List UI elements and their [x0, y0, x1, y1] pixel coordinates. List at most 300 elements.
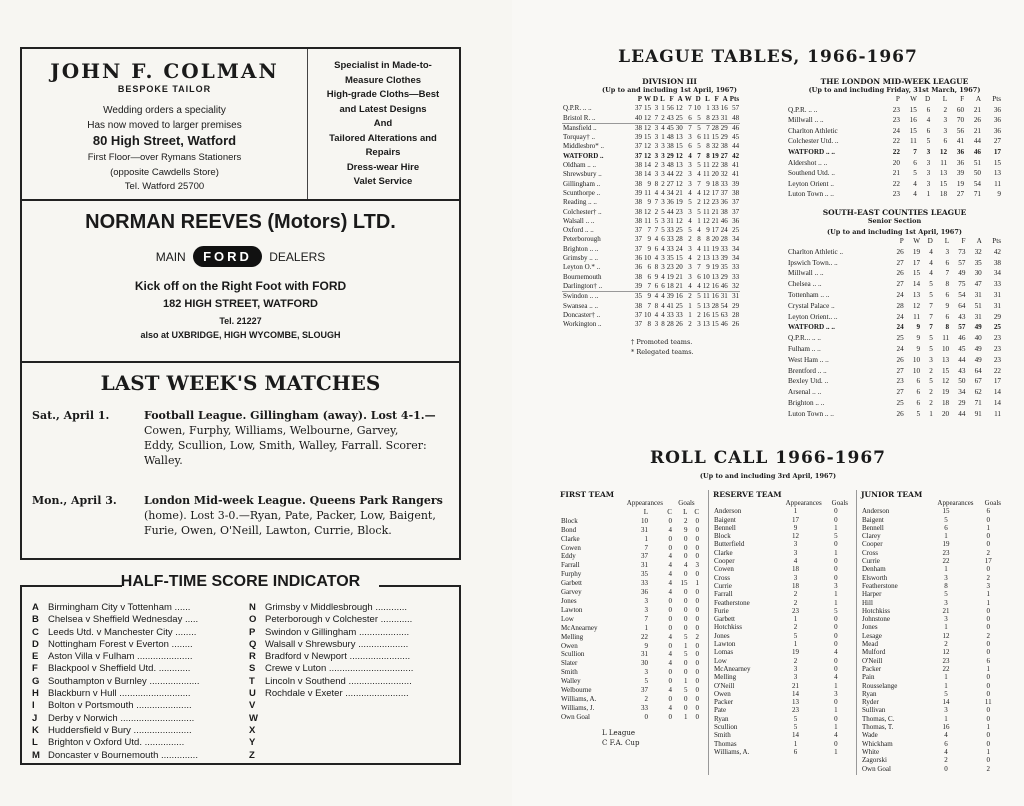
junior-cell: 0 — [986, 565, 991, 574]
div3-cell: 11 — [702, 207, 710, 216]
first-header-row — [560, 499, 700, 508]
southeast-team: Luton Town .. .. — [788, 409, 834, 418]
junior-header-row — [861, 499, 1002, 507]
div3-cell: 16 — [702, 310, 710, 319]
midweek-cell: 71 — [973, 190, 982, 199]
junior-row — [861, 648, 1002, 656]
first-cell: 0 — [668, 694, 672, 703]
first-header-goals: Goals — [678, 499, 695, 507]
div3-cell: 3 — [688, 133, 692, 142]
colman-service-9: Valet Service — [353, 176, 413, 187]
reserve-cell: 0 — [834, 656, 838, 665]
southeast-cell: 8 — [945, 280, 950, 289]
midweek-cell: 27 — [956, 190, 965, 199]
first-row — [560, 686, 700, 695]
midweek-header-cell: F — [960, 95, 965, 103]
div3-cell: 28 — [666, 320, 674, 329]
junior-player: Own Goal — [862, 764, 891, 773]
midweek-team: WATFORD .. .. — [788, 147, 835, 156]
div3-cell: 20 — [711, 235, 719, 244]
div3-cell: 15 — [644, 133, 651, 142]
southeast-cell: 50 — [958, 377, 966, 386]
div3-cell: 15 — [711, 310, 719, 319]
div3-cell: 41 — [666, 301, 674, 310]
div3-team: Gillingham .. — [563, 179, 601, 188]
midweek-cell: 21 — [892, 169, 900, 178]
midweek-cell: 6 — [926, 105, 931, 114]
southeast-row — [787, 398, 1002, 409]
southeast-cell: 24 — [896, 323, 904, 332]
reserve-cell: 2 — [793, 656, 798, 665]
div3-cell: 2 — [697, 310, 701, 319]
first-player: Bond — [561, 525, 577, 534]
div3-cell: 12 — [675, 216, 683, 225]
div3-cell: 5 — [654, 216, 659, 225]
div3-cell: 11 — [702, 161, 710, 170]
div3-cell: 1 — [688, 310, 692, 319]
junior-row — [861, 549, 1002, 557]
reserve-row — [713, 682, 849, 690]
reserve-cell: 0 — [834, 615, 838, 624]
junior-cell: 2 — [986, 548, 991, 557]
reserve-cell: 2 — [793, 590, 798, 599]
first-cell: 0 — [668, 543, 672, 552]
southeast-cell: 5 — [929, 377, 933, 386]
div3-cell: 28 — [711, 301, 719, 310]
first-cell: 1 — [695, 579, 699, 588]
div3-cell: 26 — [732, 320, 740, 329]
midweek-cell: 23 — [892, 190, 900, 199]
halftime-letter: T — [249, 675, 255, 687]
match-1-line-1: Football League. Gillingham (away). Lost 4-1.— — [144, 409, 436, 422]
reserve-row — [713, 532, 849, 540]
southeast-cell: 7 — [929, 323, 933, 332]
midweek-cell: 6 — [926, 126, 931, 135]
div3-row — [562, 273, 740, 282]
div3-cell: 63 — [720, 310, 728, 319]
midweek-team: Q.P.R. .. .. — [788, 105, 818, 114]
div3-cell: 3 — [688, 272, 692, 281]
halftime-letter: L — [32, 737, 38, 749]
southeast-cell: 44 — [958, 409, 966, 418]
halftime-letter: W — [249, 712, 258, 724]
junior-player: Cross — [862, 548, 878, 557]
reserve-player: O'Neill — [714, 681, 735, 690]
div3-cell: 6 — [654, 244, 659, 253]
junior-cell: 0 — [986, 623, 991, 632]
div3-section — [562, 77, 777, 357]
first-cell: 5 — [644, 677, 649, 686]
reserve-cell: 13 — [791, 698, 799, 707]
first-cell: 0 — [695, 570, 699, 579]
div3-cell: 1 — [706, 104, 710, 113]
junior-cell: 3 — [944, 706, 948, 715]
div3-cell: 33 — [666, 244, 674, 253]
first-cell: 0 — [668, 516, 672, 525]
halftime-fixture: Swindon v Gillingham ................... — [265, 626, 410, 638]
div3-cell: 2 — [688, 235, 692, 244]
first-row — [560, 659, 700, 668]
southeast-cell: 5 — [916, 409, 921, 418]
junior-cell: 0 — [986, 756, 991, 765]
southeast-cell: 32 — [974, 247, 982, 256]
halftime-left-column — [32, 602, 247, 762]
first-cell: 1 — [683, 677, 688, 686]
junior-player: Thomas, C. — [862, 714, 895, 723]
div3-cell: 3 — [688, 244, 692, 253]
junior-row — [861, 715, 1002, 723]
first-player: McAnearney — [561, 623, 598, 632]
southeast-team: Q.P.R... .. .. — [788, 334, 821, 343]
first-cell: 0 — [683, 552, 688, 561]
reserve-player: Cooper — [714, 557, 735, 566]
midweek-cell: 11 — [940, 158, 948, 167]
div3-cell: 7 — [697, 151, 701, 160]
southeast-cell: 12 — [941, 377, 950, 386]
div3-cell: 48 — [732, 113, 740, 122]
midweek-cell: 36 — [993, 126, 1001, 135]
div3-cell: 12 — [702, 198, 710, 207]
midweek-cell: 3 — [943, 126, 948, 135]
div3-cell: 37 — [635, 151, 642, 160]
div3-cell: 37 — [635, 104, 642, 113]
southeast-cell: 24 — [896, 312, 904, 321]
southeast-cell: 14 — [993, 398, 1001, 407]
first-row — [560, 650, 700, 659]
div3-note-relegated: * Relegated teams. — [631, 348, 694, 357]
div3-cell: 7 — [654, 198, 659, 207]
match-1-line-3: Eddy, Scullion, Low, Smith, Walley, Farrall. Scorer: — [144, 439, 427, 452]
junior-player: Packer — [862, 664, 882, 673]
midweek-cell: 2 — [943, 105, 948, 114]
halftime-title-rule-left — [22, 585, 122, 587]
div3-cell: 36 — [732, 216, 740, 225]
div3-cell: 2 — [661, 113, 665, 122]
div3-cell: 37 — [635, 226, 642, 235]
reserve-player: Farrall — [714, 590, 733, 599]
reserve-player: Packer — [714, 698, 734, 707]
southeast-team: Brentford .. .. — [788, 366, 827, 375]
div3-cell: 6 — [647, 263, 651, 272]
junior-cell: 3 — [944, 598, 948, 607]
div3-cell: 36 — [635, 254, 642, 263]
halftime-letter: O — [249, 614, 257, 626]
div3-cell: 34 — [732, 235, 740, 244]
div3-team: Colchester† .. — [563, 207, 602, 216]
junior-cell: 1 — [986, 598, 991, 607]
halftime-fixture: Doncaster v Bournemouth .............. — [48, 749, 198, 761]
first-cell: 4 — [668, 552, 672, 561]
div3-team: Oldham .. .. — [563, 161, 597, 170]
first-cell: 9 — [644, 641, 649, 650]
div3-cell: 7 — [647, 301, 651, 310]
junior-cell: 6 — [944, 739, 948, 748]
div3-team: Swansea .. .. — [563, 301, 598, 310]
halftime-row — [32, 651, 247, 663]
div3-cell: 21 — [675, 188, 683, 197]
southeast-cell: 3 — [945, 247, 950, 256]
junior-team-table — [861, 499, 1002, 773]
junior-cell: 5 — [944, 689, 948, 698]
reserve-cell: 9 — [793, 523, 798, 532]
southeast-row — [787, 268, 1002, 279]
div3-cell: 12 — [702, 281, 710, 290]
southeast-team: WATFORD .. .. — [788, 323, 835, 332]
div3-cell: 37 — [732, 198, 740, 207]
southeast-cell: 4 — [929, 269, 933, 278]
halftime-row — [249, 676, 454, 688]
div3-cell: 6 — [688, 113, 692, 122]
div3-team: WATFORD .. — [563, 151, 604, 160]
div3-header-cell: F — [714, 95, 719, 103]
div3-cell: 4 — [688, 216, 692, 225]
div3-row — [562, 208, 740, 217]
div3-cell: 10 — [702, 272, 710, 281]
div3-cell: 3 — [652, 123, 659, 133]
reserve-cell: 0 — [834, 664, 838, 673]
div3-cell: 23 — [711, 198, 719, 207]
midweek-cell: 24 — [892, 126, 900, 135]
div3-cell: 15 — [675, 142, 683, 151]
first-subheader-cell: L — [643, 507, 649, 516]
div3-cell: 12 — [644, 142, 651, 151]
div3-cell: 4 — [661, 244, 665, 253]
first-cell: 36 — [641, 588, 649, 597]
reserve-cell: 0 — [834, 540, 838, 549]
first-cell: 0 — [695, 659, 699, 668]
div3-cell: 11 — [702, 133, 710, 142]
junior-cell: 1 — [944, 673, 948, 682]
junior-cell: 0 — [986, 540, 991, 549]
div3-cell: 3 — [654, 133, 659, 142]
div3-note-promoted: † Promoted teams. — [631, 338, 693, 347]
halftime-fixture: Grimsby v Middlesbrough ............ — [265, 602, 408, 613]
first-cell: 22 — [641, 632, 649, 641]
div3-cell: 18 — [666, 281, 674, 290]
div3-cell: 45 — [666, 123, 674, 132]
div3-cell: 1 — [697, 216, 701, 225]
div3-row — [562, 114, 740, 124]
junior-cell: 0 — [986, 714, 991, 723]
first-player: Williams, A. — [561, 694, 597, 703]
div3-cell: 3 — [688, 170, 692, 179]
div3-cell: 5 — [697, 113, 701, 122]
div3-cell: 5 — [697, 207, 701, 216]
div3-row — [562, 198, 740, 207]
first-cell: 33 — [641, 579, 649, 588]
reserve-player: Anderson — [714, 507, 742, 516]
junior-cell: 2 — [986, 631, 991, 640]
reserve-cell: 0 — [834, 573, 838, 582]
junior-header-appearances: Appearances — [937, 499, 974, 507]
div3-cell: 38 — [635, 216, 642, 225]
first-subheader-row — [560, 508, 700, 517]
halftime-letter: M — [32, 749, 40, 761]
halftime-row — [32, 627, 247, 639]
southeast-cell: 15 — [912, 269, 921, 278]
first-player: Owen — [561, 641, 578, 650]
reserve-player: Hotchkiss — [714, 623, 742, 632]
div3-cell: 15 — [644, 104, 651, 113]
midweek-row — [787, 189, 1002, 200]
first-cell: 0 — [695, 641, 699, 650]
junior-player: Ryder — [862, 698, 879, 707]
match-1-date: Sat., April 1. — [32, 409, 110, 422]
div3-cell: 5 — [697, 161, 701, 170]
div3-cell: 27 — [720, 151, 728, 160]
southeast-cell: 40 — [974, 334, 982, 343]
junior-cell: 1 — [944, 565, 948, 574]
midweek-cell: 23 — [892, 105, 900, 114]
div3-cell: 36 — [635, 263, 642, 272]
southeast-cell: 9 — [916, 323, 921, 332]
southeast-cell: 26 — [896, 409, 904, 418]
div3-header-cell: W — [684, 95, 692, 103]
midweek-team: Millwall .. .. — [788, 116, 824, 125]
reserve-cell: 5 — [793, 723, 798, 732]
midweek-cell: 3 — [926, 179, 931, 188]
colman-right — [308, 59, 458, 190]
junior-player: Bennell — [862, 523, 884, 532]
southeast-cell: 42 — [993, 247, 1001, 256]
halftime-letter: E — [32, 651, 39, 663]
halftime-fixture: Blackpool v Sheffield Utd. ............ — [48, 663, 191, 675]
southeast-row — [787, 247, 1002, 258]
junior-player: Denham — [862, 565, 886, 574]
div3-cell: 5 — [661, 207, 665, 216]
halftime-fixture: Derby v Norwich ............................ — [48, 712, 195, 724]
div3-cell: 13 — [702, 301, 710, 310]
first-cell: 0 — [695, 552, 699, 561]
div3-cell: 35 — [635, 292, 642, 301]
southeast-row — [787, 279, 1002, 290]
southeast-cell: 43 — [958, 366, 966, 375]
div3-cell: 13 — [711, 272, 719, 281]
colman-name: JOHN F. COLMAN — [50, 59, 279, 83]
div3-header-cell: F — [669, 95, 674, 103]
junior-cell: 12 — [942, 648, 950, 657]
junior-cell: 6 — [986, 507, 991, 516]
midweek-team: Leyton Orient .. — [788, 179, 834, 188]
first-cell: 0 — [668, 677, 672, 686]
div3-cell: 38 — [720, 142, 728, 151]
div3-cell: 33 — [732, 263, 740, 272]
junior-row — [861, 590, 1002, 598]
reserve-player: Butterfield — [714, 540, 745, 549]
div3-cell: 8 — [654, 179, 659, 188]
midweek-cell: 46 — [973, 147, 982, 156]
halftime-row — [249, 614, 454, 626]
first-cell: 2 — [644, 694, 649, 703]
halftime-row — [249, 639, 454, 651]
first-player: Garbett — [561, 579, 582, 588]
midweek-cell: 15 — [909, 126, 917, 135]
reserve-cell: 23 — [791, 706, 799, 715]
div3-cell: 32 — [720, 170, 728, 179]
first-cell: 0 — [695, 650, 699, 659]
reserve-cell: 1 — [834, 681, 838, 690]
junior-player: Anderson — [862, 507, 890, 516]
div3-cell: 2 — [661, 179, 665, 188]
div3-cell: 4 — [652, 292, 659, 302]
div3-cell: 33 — [666, 310, 674, 319]
div3-cell: 6 — [697, 272, 701, 281]
match-2-date: Mon., April 3. — [32, 494, 117, 507]
southeast-cell: 20 — [941, 409, 950, 418]
div3-team: Bristol R. .. — [563, 113, 596, 122]
reserve-cell: 17 — [791, 515, 799, 524]
halftime-letter: F — [32, 663, 38, 675]
div3-row — [562, 302, 740, 311]
colman-service-4: and Latest Designs — [339, 103, 427, 115]
reserve-cell: 21 — [791, 681, 799, 690]
junior-player: Thomas, T. — [862, 723, 894, 732]
midweek-cell: 6 — [943, 137, 948, 146]
first-cell: 0 — [695, 596, 699, 605]
halftime-fixture: Bolton v Portsmouth ..................... — [48, 700, 192, 712]
div3-row — [562, 104, 740, 113]
reserve-row — [713, 574, 849, 582]
div3-cell: 22 — [675, 170, 683, 179]
halftime-fixture: Birmingham City v Tottenham ...... — [48, 602, 191, 613]
halftime-box — [20, 573, 461, 765]
junior-cell: 14 — [942, 698, 950, 707]
first-player: Furphy — [561, 570, 582, 579]
junior-cell: 1 — [986, 590, 991, 599]
div3-row — [562, 142, 740, 151]
halftime-fixture: Chelsea v Sheffield Wednesday ..... — [48, 614, 199, 626]
southeast-cell: 64 — [958, 301, 966, 310]
southeast-cell: 62 — [974, 388, 982, 397]
junior-cell: 0 — [986, 731, 991, 740]
first-player: Block — [561, 516, 578, 525]
junior-cell: 0 — [986, 515, 991, 524]
div3-cell: 23 — [711, 113, 719, 122]
midweek-header-row — [787, 94, 1002, 105]
southeast-cell: 25 — [993, 323, 1001, 332]
div3-cell: 39 — [732, 179, 740, 188]
midweek-row — [787, 105, 1002, 116]
div3-cell: 9 — [647, 198, 651, 207]
div3-cell: 8 — [647, 320, 651, 329]
junior-player: Ryan — [862, 689, 877, 698]
div3-cell: 8 — [697, 235, 701, 244]
halftime-letter: P — [249, 626, 256, 638]
div3-cell: 38 — [732, 188, 740, 197]
junior-cell: 1 — [986, 747, 991, 756]
reserve-row — [713, 516, 849, 524]
div3-cell: 16 — [711, 292, 719, 301]
first-cell: 37 — [641, 686, 649, 695]
southeast-row — [787, 322, 1002, 333]
first-row — [560, 526, 700, 535]
midweek-cell: 39 — [956, 169, 965, 178]
div3-cell: 33 — [720, 244, 728, 253]
first-row — [560, 535, 700, 544]
junior-cell: 19 — [942, 540, 950, 549]
halftime-fixture: Huddersfield v Bury ...................... — [48, 724, 192, 736]
junior-row — [861, 665, 1002, 673]
junior-cell: 2 — [944, 640, 948, 649]
southeast-cell: 9 — [945, 301, 950, 310]
junior-cell: 2 — [944, 756, 948, 765]
div3-row — [562, 161, 740, 170]
div3-cell: 2 — [684, 292, 693, 302]
southeast-row — [787, 376, 1002, 387]
div3-cell: 31 — [720, 113, 728, 122]
div3-cell: 24 — [720, 226, 728, 235]
southeast-header-cell: D — [927, 237, 933, 245]
